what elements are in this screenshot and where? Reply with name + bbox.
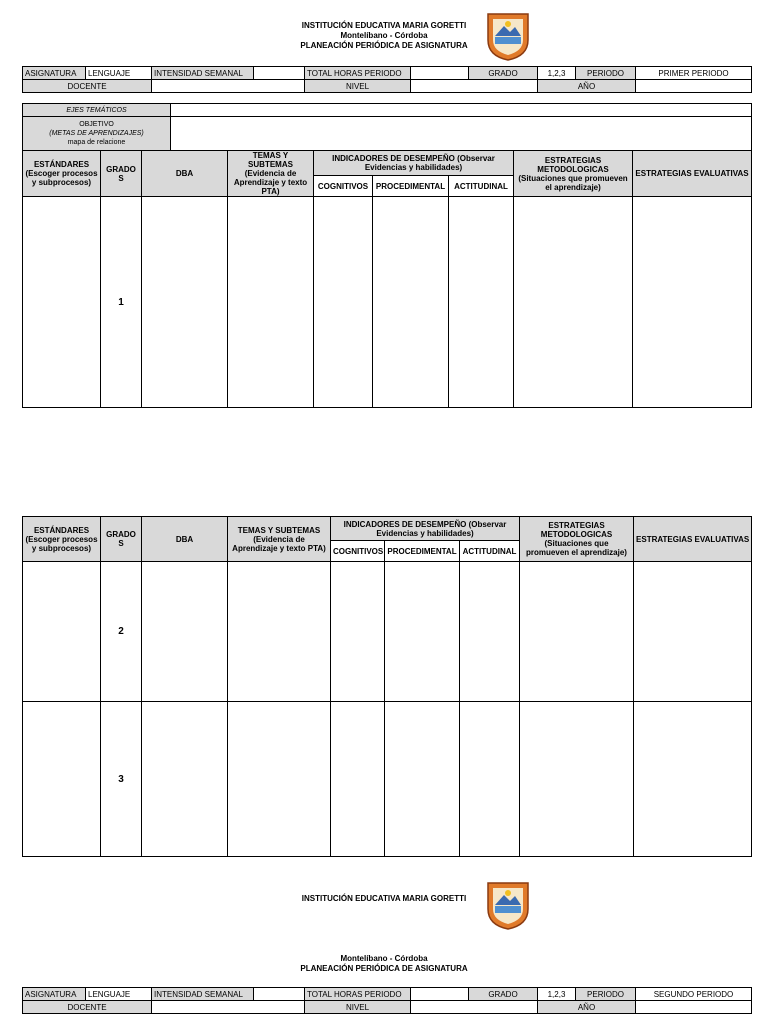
objetivo-text: OBJETIVO	[79, 121, 114, 128]
col-grados: GRADO S	[101, 517, 142, 562]
evaluativas-cell[interactable]	[633, 197, 752, 408]
intensidad-field[interactable]	[254, 988, 305, 1001]
periodo-value: PRIMER PERIODO	[636, 67, 752, 80]
col-evaluativas: ESTRATEGIAS EVALUATIVAS	[633, 151, 752, 197]
col-procedimental: PROCEDIMENTAL	[373, 176, 449, 197]
info-table-period-2	[22, 987, 752, 1014]
info-table-period-1	[22, 66, 752, 93]
grado-label: GRADO	[469, 67, 538, 80]
col-estandares: ESTÁNDARES (Escoger procesos y subprocesos)	[23, 151, 101, 197]
cognitivos-cell[interactable]	[331, 702, 385, 857]
procedimental-cell[interactable]	[385, 562, 460, 702]
objetivo-label	[23, 117, 171, 151]
actitudinal-cell[interactable]	[460, 562, 520, 702]
dba-cell[interactable]	[142, 197, 228, 408]
document-title: PLANEACIÓN PERIÓDICA DE ASIGNATURA	[300, 964, 468, 973]
col-estandares: ESTÁNDARES (Escoger procesos y subprocesos)	[23, 517, 101, 562]
total-horas-field[interactable]	[411, 988, 469, 1001]
col-actitudinal: ACTITUDINAL	[460, 541, 520, 562]
ano-field[interactable]	[636, 1001, 752, 1014]
actitudinal-cell[interactable]	[460, 702, 520, 857]
document-header-2	[260, 954, 508, 974]
docente-field[interactable]	[152, 1001, 305, 1014]
col-grados: GRADO S	[101, 151, 142, 197]
institution-name-2: INSTITUCIÓN EDUCATIVA MARIA GORETTI	[301, 894, 467, 903]
col-actitudinal: ACTITUDINAL	[449, 176, 514, 197]
procedimental-cell[interactable]	[385, 702, 460, 857]
temas-cell[interactable]	[228, 562, 331, 702]
ejes-field[interactable]	[171, 104, 752, 117]
planning-table-1	[22, 150, 752, 408]
temas-cell[interactable]	[228, 702, 331, 857]
docente-field[interactable]	[152, 80, 305, 93]
asignatura-value: LENGUAJE	[86, 988, 152, 1001]
grade-number: 2	[101, 562, 142, 702]
asignatura-value: LENGUAJE	[86, 67, 152, 80]
grade-row-2	[23, 562, 752, 702]
col-dba: DBA	[142, 151, 228, 197]
metodologicas-cell[interactable]	[514, 197, 633, 408]
nivel-field[interactable]	[411, 1001, 538, 1014]
asignatura-label: ASIGNATURA	[23, 988, 86, 1001]
estandares-cell[interactable]	[23, 562, 101, 702]
periodo-label: PERIODO	[576, 988, 636, 1001]
dba-cell[interactable]	[142, 562, 228, 702]
grade-number: 1	[101, 197, 142, 408]
col-metodologicas: ESTRATEGIAS METODOLOGICAS (Situaciones que promueven el aprendizaje)	[514, 151, 633, 197]
temas-cell[interactable]	[228, 197, 314, 408]
grade-row-3	[23, 702, 752, 857]
nivel-label: NIVEL	[305, 1001, 411, 1014]
document-title: PLANEACIÓN PERIÓDICA DE ASIGNATURA	[300, 41, 468, 50]
col-cognitivos: COGNITIVOS	[331, 541, 385, 562]
evaluativas-cell[interactable]	[634, 702, 752, 857]
evaluativas-cell[interactable]	[634, 562, 752, 702]
ejes-label: EJES TEMÁTICOS	[23, 104, 171, 117]
mapa-text: mapa de relacione	[67, 139, 126, 146]
dba-cell[interactable]	[142, 702, 228, 857]
metodologicas-cell[interactable]	[520, 562, 634, 702]
estandares-cell[interactable]	[23, 197, 101, 408]
nivel-field[interactable]	[411, 80, 538, 93]
total-horas-field[interactable]	[411, 67, 469, 80]
intensidad-field[interactable]	[254, 67, 305, 80]
asignatura-label: ASIGNATURA	[23, 67, 86, 80]
docente-label: DOCENTE	[23, 80, 152, 93]
periodo-value: SEGUNDO PERIODO	[636, 988, 752, 1001]
col-temas: TEMAS Y SUBTEMAS (Evidencia de Aprendizaje y texto PTA)	[228, 151, 314, 197]
institution-name: INSTITUCIÓN EDUCATIVA MARIA GORETTI	[301, 21, 467, 30]
school-crest-logo	[484, 10, 532, 62]
ano-field[interactable]	[636, 80, 752, 93]
cognitivos-cell[interactable]	[331, 562, 385, 702]
intensidad-label: INTENSIDAD SEMANAL	[152, 988, 254, 1001]
total-horas-label: TOTAL HORAS PERIODO	[305, 988, 411, 1001]
periodo-label: PERIODO	[576, 67, 636, 80]
grado-value: 1,2,3	[538, 988, 576, 1001]
document-header	[260, 21, 508, 51]
col-metodologicas: ESTRATEGIAS METODOLOGICAS (Situaciones que promueven el aprendizaje)	[520, 517, 634, 562]
col-indicadores: INDICADORES DE DESEMPEÑO (Observar Evidencias y habilidades)	[314, 151, 514, 176]
nivel-label: NIVEL	[305, 80, 411, 93]
grado-label: GRADO	[469, 988, 538, 1001]
col-procedimental: PROCEDIMENTAL	[385, 541, 460, 562]
intensidad-label: INTENSIDAD SEMANAL	[152, 67, 254, 80]
docente-label: DOCENTE	[23, 1001, 152, 1014]
school-crest-logo	[484, 879, 532, 931]
estandares-cell[interactable]	[23, 702, 101, 857]
objectives-table	[22, 103, 752, 151]
objetivo-field[interactable]	[171, 117, 752, 151]
ano-label: AÑO	[538, 1001, 636, 1014]
planning-table-2	[22, 516, 752, 857]
col-indicadores: INDICADORES DE DESEMPEÑO (Observar Evidencias y habilidades)	[331, 517, 520, 541]
col-temas: TEMAS Y SUBTEMAS (Evidencia de Aprendizaje y texto PTA)	[228, 517, 331, 562]
total-horas-label: TOTAL HORAS PERIODO	[305, 67, 411, 80]
metas-text: (METAS DE APRENDIZAJES)	[49, 130, 144, 137]
cognitivos-cell[interactable]	[314, 197, 373, 408]
metodologicas-cell[interactable]	[520, 702, 634, 857]
city-name: Montelíbano - Córdoba	[340, 954, 428, 963]
actitudinal-cell[interactable]	[449, 197, 514, 408]
city-name: Montelíbano - Córdoba	[340, 31, 428, 40]
grade-number: 3	[101, 702, 142, 857]
grade-row-1	[23, 197, 752, 408]
col-cognitivos: COGNITIVOS	[314, 176, 373, 197]
col-dba: DBA	[142, 517, 228, 562]
col-evaluativas: ESTRATEGIAS EVALUATIVAS	[634, 517, 752, 562]
procedimental-cell[interactable]	[373, 197, 449, 408]
grado-value: 1,2,3	[538, 67, 576, 80]
ano-label: AÑO	[538, 80, 636, 93]
